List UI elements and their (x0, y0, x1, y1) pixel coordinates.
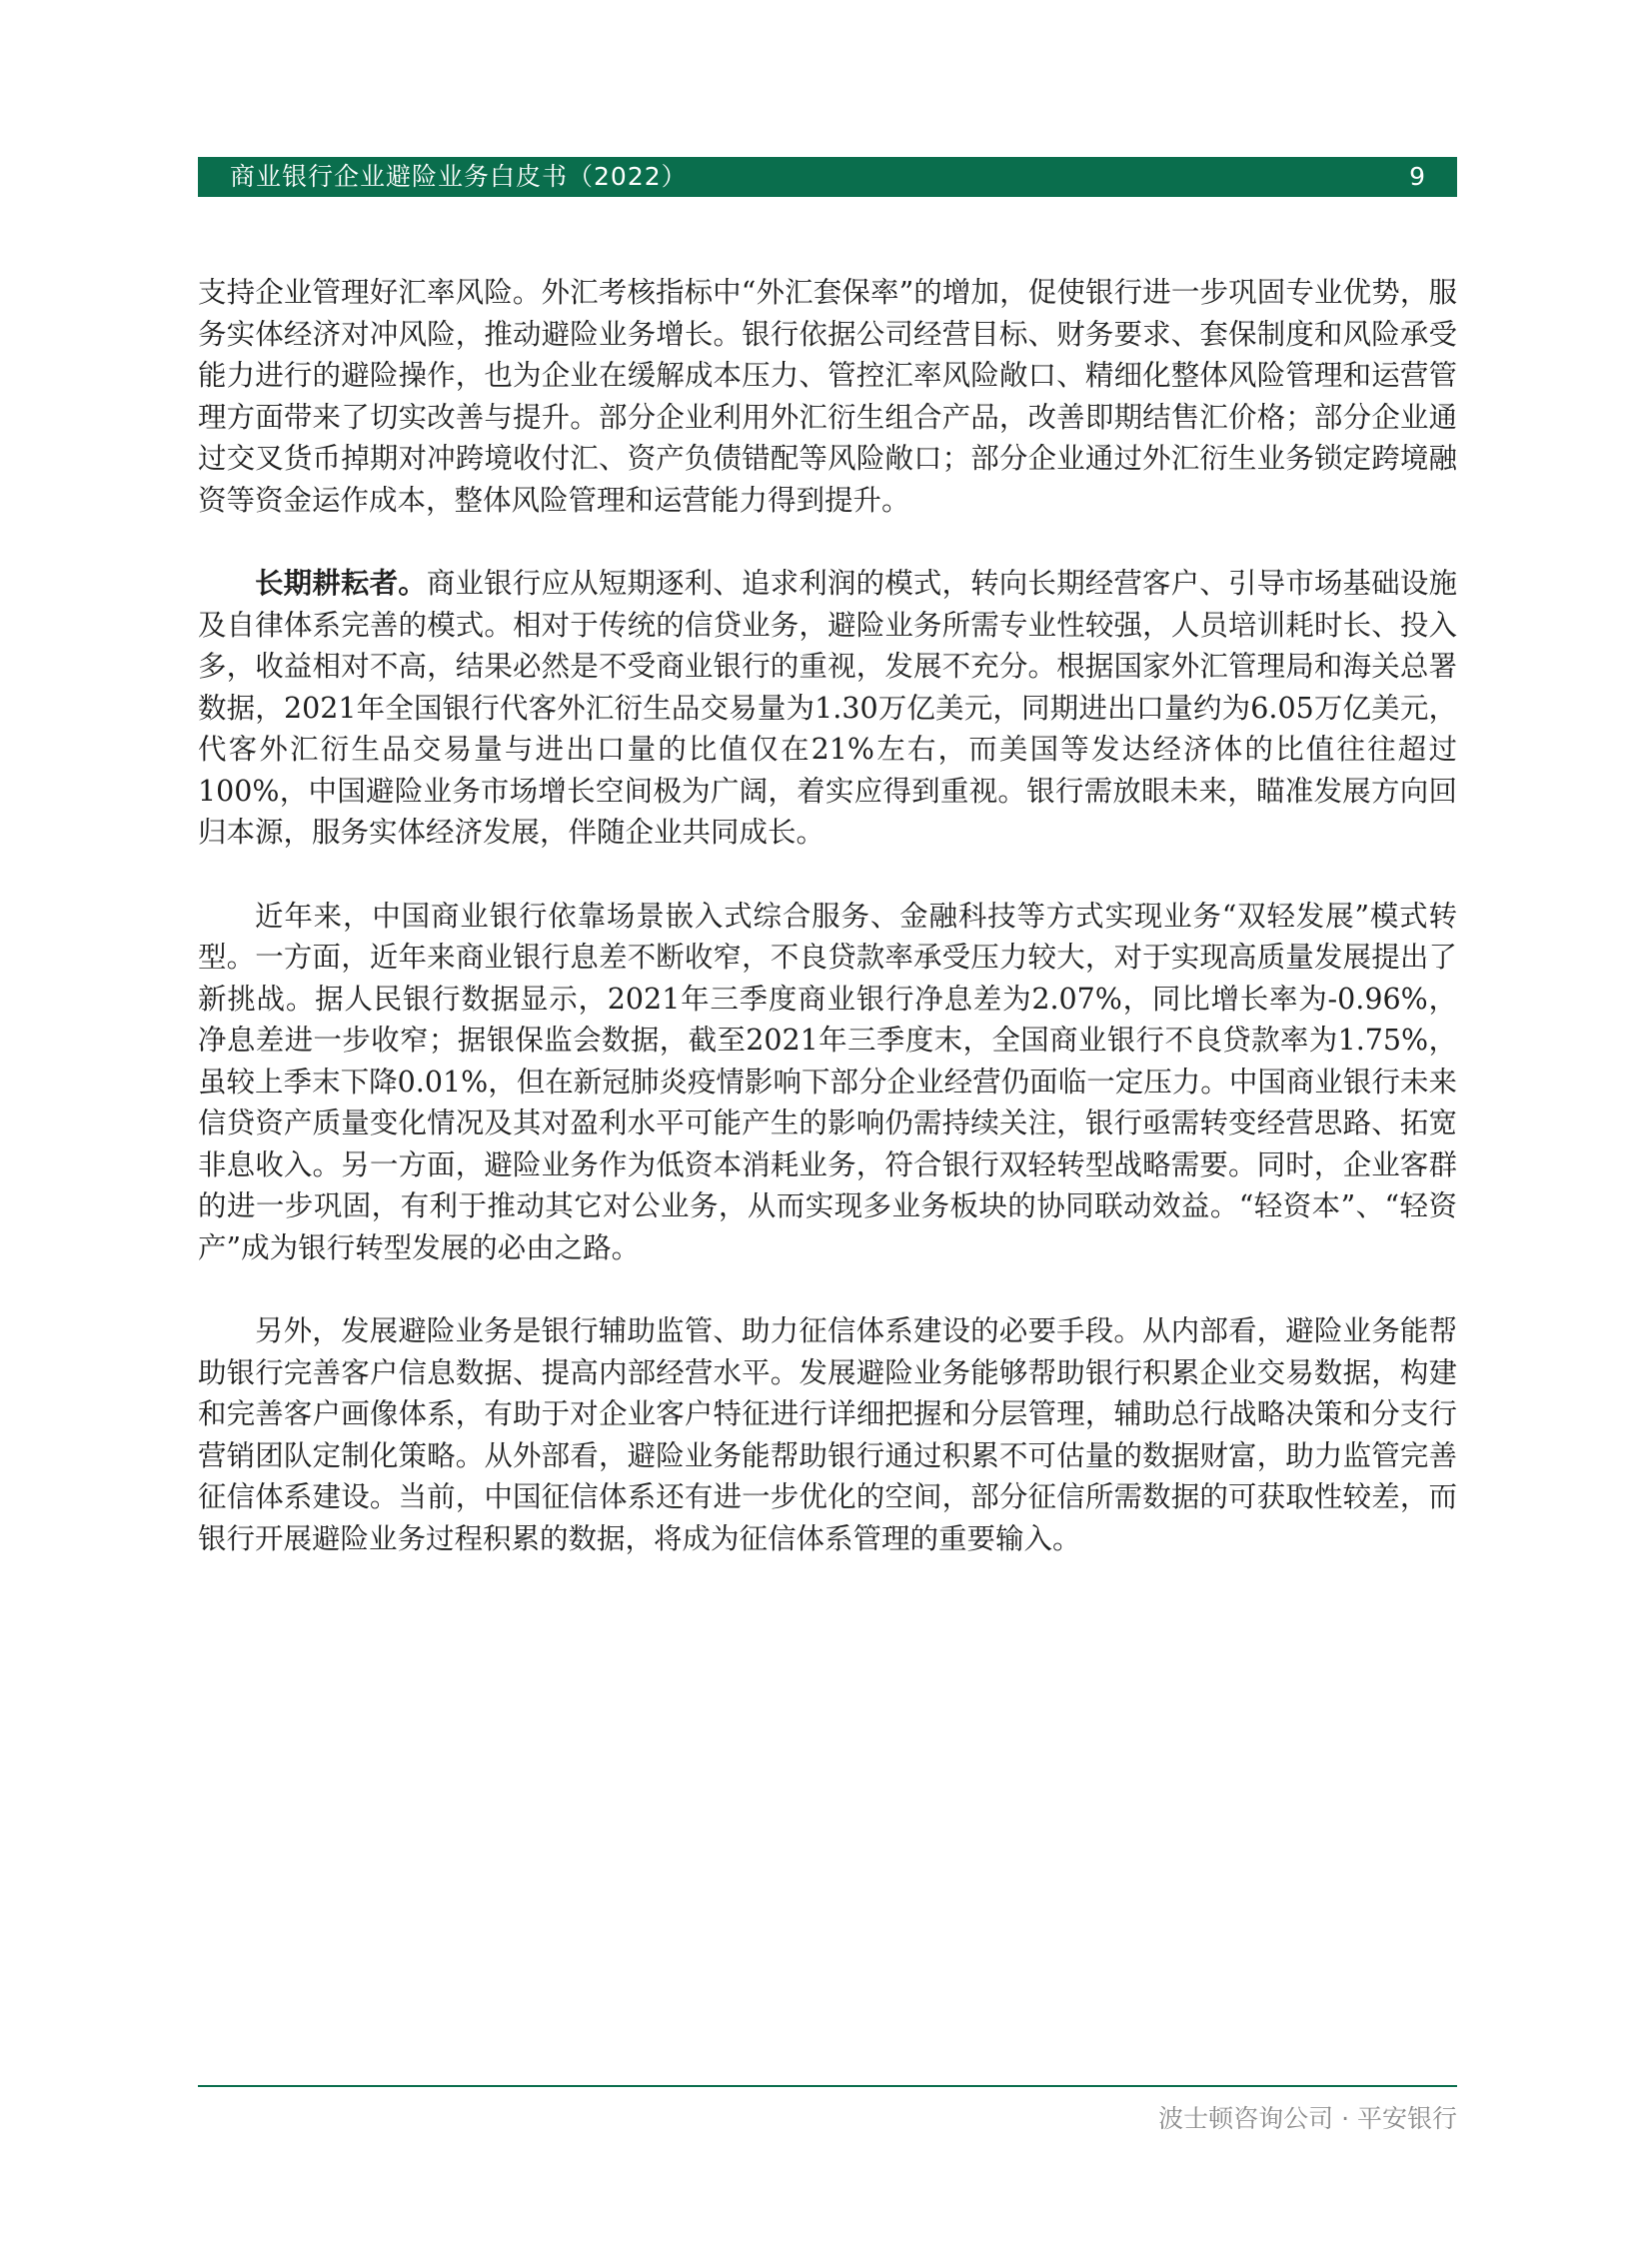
paragraph-1 (198, 272, 1457, 521)
paragraph-4 (198, 1310, 1457, 1559)
paragraph-3 (198, 896, 1457, 1269)
document-title: 商业银行企业避险业务白皮书（2022） (230, 162, 688, 191)
paragraph-2-text: 商业银行应从短期逐利、追求利润的模式，转向长期经营客户、引导市场基础设施及自律体系完善的模式。相对于传统的信贷业务，避险业务所需专业性较强，人员培训耗时长、投入多，收益相对不高，结果必然是不受商业银行的重视，发展不充分。根据国家外汇管理局和海关总署数据，2021年全国银行代客外汇衍生品交易量为1.30万亿美元，同期进出口量约为6.05万亿美元，代客外汇衍生品交易量与进出口量的比值仅在21%左右，而美国等发达经济体的比值往往超过100%，中国避险业务市场增长空间极为广阔，着实应得到重视。银行需放眼未来，瞄准发展方向回归本源，服务实体经济发展，伴随企业共同成长。 (198, 567, 1457, 849)
body-content (198, 272, 1457, 1601)
footer-divider (198, 2085, 1457, 2087)
paragraph-2 (198, 563, 1457, 854)
page-header-bar (198, 157, 1457, 197)
paragraph-1-text: 支持企业管理好汇率风险。外汇考核指标中“外汇套保率”的增加，促使银行进一步巩固专业优势，服务实体经济对冲风险，推动避险业务增长。银行依据公司经营目标、财务要求、套保制度和风险承受能力进行的避险操作，也为企业在缓解成本压力、管控汇率风险敞口、精细化整体风险管理和运营管理方面带来了切实改善与提升。部分企业利用外汇衍生组合产品，改善即期结售汇价格；部分企业通过交叉货币掉期对冲跨境收付汇、资产负债错配等风险敞口；部分企业通过外汇衍生业务锁定跨境融资等资金运作成本，整体风险管理和运营能力得到提升。 (198, 276, 1457, 517)
footer-source: 波士顿咨询公司 · 平安银行 (1158, 2104, 1457, 2133)
paragraph-3-text: 近年来，中国商业银行依靠场景嵌入式综合服务、金融科技等方式实现业务“双轻发展”模式转型。一方面，近年来商业银行息差不断收窄，不良贷款率承受压力较大，对于实现高质量发展提出了新挑战。据人民银行数据显示，2021年三季度商业银行净息差为2.07%，同比增长率为-0.96%，净息差进一步收窄；据银保监会数据，截至2021年三季度末，全国商业银行不良贷款率为1.75%，虽较上季末下降0.01%，但在新冠肺炎疫情影响下部分企业经营仍面临一定压力。中国商业银行未来信贷资产质量变化情况及其对盈利水平可能产生的影响仍需持续关注，银行亟需转变经营思路、拓宽非息收入。另一方面，避险业务作为低资本消耗业务，符合银行双轻转型战略需要。同时，企业客群的进一步巩固，有利于推动其它对公业务，从而实现多业务板块的协同联动效益。“轻资本”、“轻资产”成为银行转型发展的必由之路。 (198, 899, 1457, 1264)
paragraph-2-lead: 长期耕耘者。 (255, 566, 427, 600)
paragraph-4-text: 另外，发展避险业务是银行辅助监管、助力征信体系建设的必要手段。从内部看，避险业务能帮助银行完善客户信息数据、提高内部经营水平。发展避险业务能够帮助银行积累企业交易数据，构建和完善客户画像体系，有助于对企业客户特征进行详细把握和分层管理，辅助总行战略决策和分支行营销团队定制化策略。从外部看，避险业务能帮助银行通过积累不可估量的数据财富，助力监管完善征信体系建设。当前，中国征信体系还有进一步优化的空间，部分征信所需数据的可获取性较差，而银行开展避险业务过程积累的数据，将成为征信体系管理的重要输入。 (198, 1314, 1457, 1555)
page-number: 9 (1409, 162, 1425, 191)
